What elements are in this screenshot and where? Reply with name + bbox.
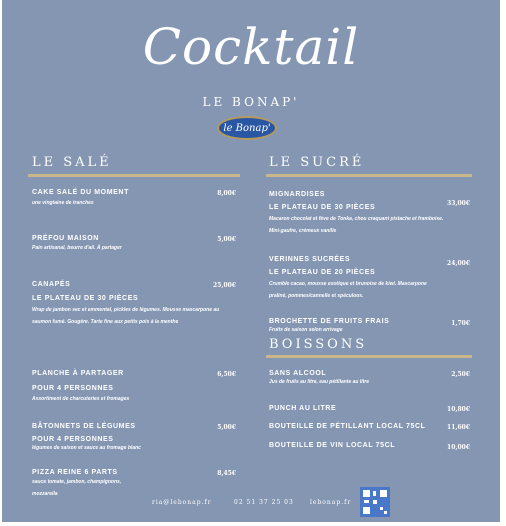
menu-item-name: SANS ALCOOL (269, 370, 327, 377)
menu-item-description: Crumble cacao, mousse exotique et brunoise de kiwi. Mascarpone praliné, pommes/cannelle et spéculoos. (269, 281, 427, 299)
logo-text: le Bonap' (223, 123, 271, 134)
menu-item-subtitle: POUR 4 PERSONNES (32, 436, 114, 443)
footer-website[interactable]: lebonap.fr (310, 499, 352, 506)
brand-logo (217, 116, 277, 140)
section-heading-sale: LE SALÉ (32, 155, 112, 170)
menu-item-name: PLANCHE À PARTAGER (32, 370, 124, 377)
page-title: Cocktail (142, 18, 360, 76)
menu-item-price: 2,50€ (451, 371, 470, 378)
menu-item-name: PIZZA REINE 6 PARTS (32, 469, 118, 476)
menu-item-name: PRÉFOU MAISON (32, 235, 99, 242)
menu-item-description: sauce tomate, jambon, champignons, mozzarella (32, 479, 122, 497)
menu-item-price: 5,00€ (217, 236, 236, 243)
footer-phone[interactable]: 02 51 37 25 03 (234, 499, 294, 506)
menu-item-description: une vingtaine de tranches (32, 200, 94, 206)
menu-item-description: légumes de saison et sauce au fromage blanc (32, 445, 141, 451)
menu-item-description: Jus de fruits au litre, eau pétillante au litre (269, 379, 370, 385)
menu-item-name: BROCHETTE DE FRUITS FRAIS (269, 318, 390, 325)
section-rule-sale (28, 174, 240, 177)
menu-item-price: 6,50€ (217, 371, 236, 378)
menu-item-name: BOUTEILLE DE VIN LOCAL 75CL (269, 442, 396, 449)
menu-item-name: MIGNARDISES (269, 191, 325, 198)
restaurant-name: LE BONAP' (202, 95, 300, 109)
menu-item-name: CANAPÉS (32, 281, 71, 288)
section-heading-boissons: BOISSONS (269, 337, 368, 352)
menu-item-name: VERINNES SUCRÉES (269, 256, 351, 263)
menu-item-subtitle: LE PLATEAU DE 30 PIÈCES (32, 295, 139, 302)
menu-item-description: Fruits de saison selon arrivage (269, 327, 343, 333)
menu-page (2, 0, 500, 522)
menu-item-price: 11,60€ (447, 424, 470, 431)
section-rule-sucre (266, 174, 472, 177)
menu-item-description: Wrap de jambon sec et emmental, pickles de légumes. Mousse mascarpone au saumon fumé. Gougère. Tarte fine aux petits pois à la menthe (32, 307, 220, 325)
menu-item-name: BOUTEILLE DE PÉTILLANT LOCAL 75CL (269, 423, 426, 430)
menu-item-price: 10,80€ (447, 406, 470, 413)
menu-item-description: Assortiment de charcuteries et fromages (32, 396, 130, 402)
section-heading-sucre: LE SUCRÉ (269, 155, 365, 170)
menu-item-price: 25,00€ (213, 282, 236, 289)
menu-item-description: Pain artisanal, beurre d'ail. À partager (32, 245, 122, 251)
menu-item-price: 10,00€ (447, 444, 470, 451)
menu-item-name: BÂTONNETS DE LÉGUMES (32, 423, 136, 430)
menu-item-description: Macaron chocolat et fève de Tonka, chou craquant pistache et framboise. Mini-gaufre, crémeux vanille (269, 216, 444, 234)
menu-item-subtitle: LE PLATEAU DE 30 PIÈCES (269, 204, 376, 211)
menu-item-subtitle: POUR 4 PERSONNES (32, 385, 114, 392)
menu-item-subtitle: LE PLATEAU DE 20 PIÈCES (269, 269, 376, 276)
menu-item-price: 1,70€ (451, 320, 470, 327)
qr-code-icon (360, 487, 390, 517)
menu-item-name: CAKE SALÉ DU MOMENT (32, 189, 129, 196)
menu-item-price: 8,45€ (217, 470, 236, 477)
menu-item-price: 24,00€ (447, 260, 470, 267)
section-rule-boissons (266, 355, 472, 358)
menu-item-price: 5,00€ (217, 424, 236, 431)
footer-email[interactable]: ria@lebonap.fr (152, 499, 212, 506)
menu-item-price: 8,00€ (217, 190, 236, 197)
menu-item-name: PUNCH AU LITRE (269, 405, 337, 412)
menu-item-price: 33,00€ (447, 200, 470, 207)
